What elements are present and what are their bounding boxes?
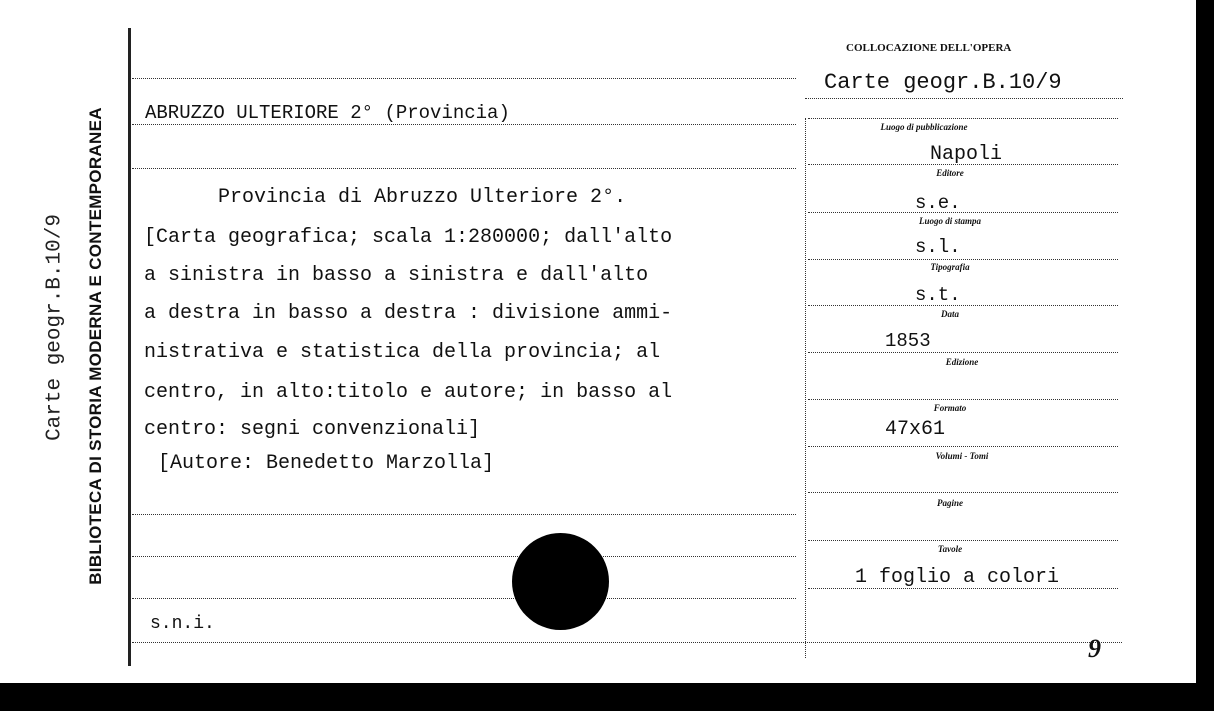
rule: [132, 642, 1122, 643]
field-value: s.l.: [915, 236, 961, 258]
field-value: 1853: [885, 330, 931, 352]
field-value: Napoli: [930, 143, 1003, 166]
field-rule: [808, 164, 1118, 165]
corner-mark: 9: [1088, 634, 1101, 663]
field-rule: [808, 305, 1118, 306]
rule: [132, 598, 796, 599]
rule: [132, 556, 796, 557]
library-name: BIBLIOTECA DI STORIA MODERNA E CONTEMPORANEA: [86, 107, 105, 585]
field-label: Edizione: [945, 357, 979, 367]
field-label: Pagine: [937, 498, 963, 508]
field-value: 1 foglio a colori: [855, 566, 1060, 589]
field-label: Tavole: [937, 544, 963, 554]
field-rule: [808, 446, 1118, 447]
field-label: Formato: [933, 403, 967, 413]
description-line: nistrativa e statistica della provincia; al: [144, 341, 661, 364]
field-label: Data: [941, 309, 959, 319]
field-rule: [808, 352, 1118, 353]
scan-border: [0, 683, 1214, 711]
left-margin-rule: [128, 28, 131, 666]
field-label: Editore: [936, 168, 964, 178]
description-line: centro, in alto:titolo e autore; in basso al: [144, 381, 673, 404]
description-line: a destra in basso a destra : divisione ammi-: [144, 302, 673, 325]
description-line: centro: segni convenzionali]: [144, 418, 481, 441]
field-label: Luogo di stampa: [918, 216, 982, 226]
field-rule: [808, 259, 1118, 260]
field-value: 47x61: [885, 418, 946, 441]
field-rule: [808, 212, 1118, 213]
description-line: [Carta geografica; scala 1:280000; dall'alto: [144, 226, 673, 249]
card-heading: ABRUZZO ULTERIORE 2° (Provincia): [145, 102, 510, 124]
collocation-header: COLLOCAZIONE DELL'OPERA: [846, 42, 1012, 54]
field-label: Luogo di pubblicazione: [880, 122, 968, 132]
footer-note: s.n.i.: [150, 614, 215, 634]
field-rule: [808, 399, 1118, 400]
field-value: s.e.: [915, 192, 961, 214]
rule: [132, 168, 796, 169]
field-rule: [808, 540, 1118, 541]
field-rule: [808, 588, 1118, 589]
field-value: s.t.: [915, 284, 961, 306]
author-line: [Autore: Benedetto Marzolla]: [158, 452, 495, 475]
right-edge-strip: [1196, 0, 1214, 683]
side-shelfmark: Carte geogr.B.10/9: [43, 214, 67, 441]
rule: [132, 124, 796, 125]
rule: [805, 98, 1123, 99]
fields-column-rule: [805, 118, 806, 658]
rule: [132, 514, 796, 515]
description-line: a sinistra in basso a sinistra e dall'alto: [144, 264, 649, 287]
field-label: Volumi - Tomi: [935, 451, 989, 461]
field-rule: [808, 118, 1118, 119]
field-label: Tipografia: [930, 262, 970, 272]
shelfmark: Carte geogr.B.10/9: [824, 70, 1062, 95]
rule: [132, 78, 796, 79]
card-title: Provincia di Abruzzo Ulteriore 2°.: [218, 186, 627, 209]
punch-hole: [512, 533, 609, 630]
field-rule: [808, 492, 1118, 493]
